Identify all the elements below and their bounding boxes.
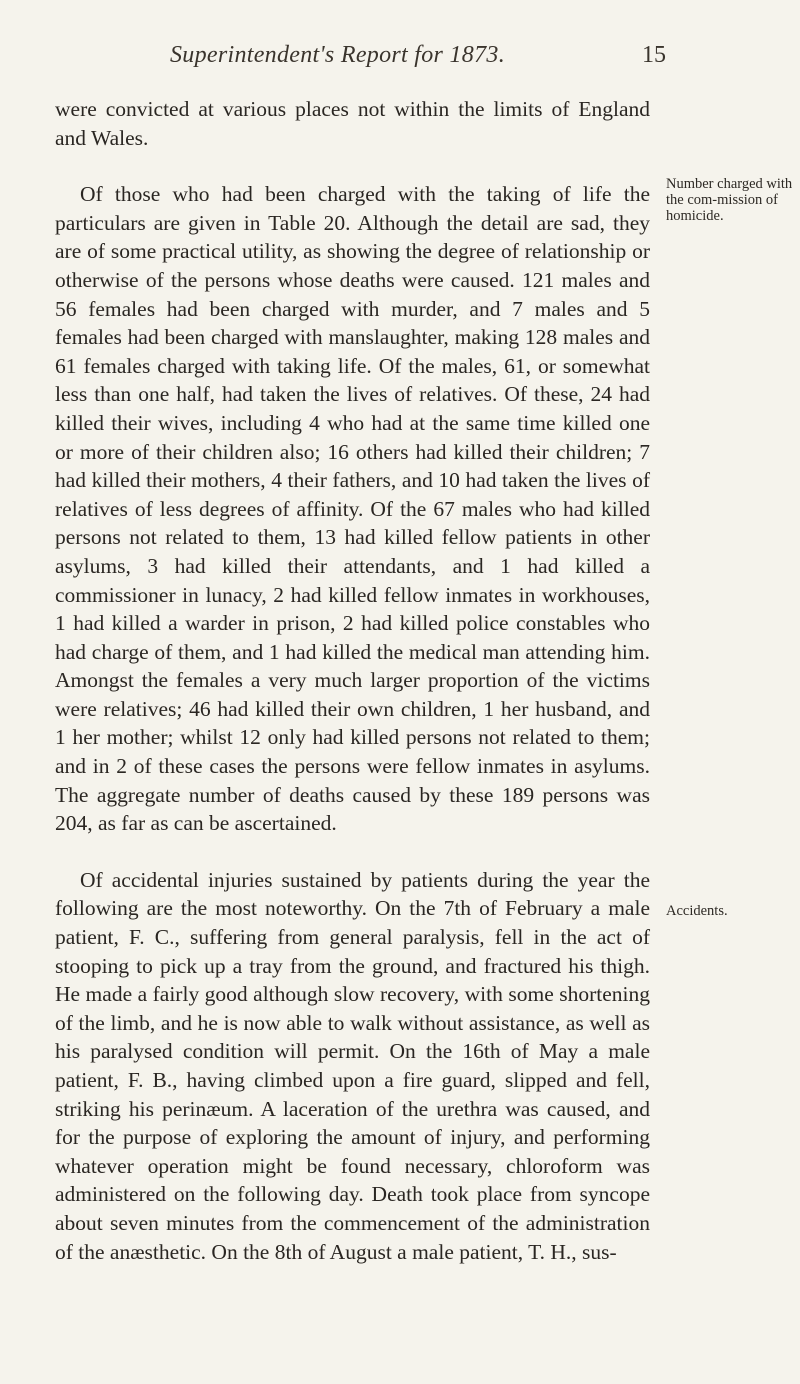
paragraph-homicide: Of those who had been charged with the taking of life the particulars are given in Table 20. Although the detail are sad, they are of some practical utility, as showing the degree of relationship or otherwise of the persons whose deaths were caused. 121 males and 56 females had been charged with murder, and 7 males and 5 females had been charged with manslaughter, making 128 males and 61 females charged with taking life. Of the males, 61, or somewhat less than one half, had taken the lives of relatives. Of these, 24 had killed their wives, including 4 who had at the same time killed one or more of their children also; 16 others had killed their children; 7 had killed their mothers, 4 their fathers, and 10 had taken the lives of relatives of less degrees of affinity. Of the 67 males who had killed persons not related to them, 13 had killed fellow patients in other asylums, 3 had killed their attendants, and 1 had killed a commissioner in lunacy, 2 had killed fellow inmates in workhouses, 1 had killed a warder in prison, 2 had killed police constables who had charge of them, and 1 had killed the medical man attending him. Amongst the females a very much larger proportion of the victims were relatives; 46 had killed their own children, 1 her husband, and 1 her mother; whilst 12 only had killed persons not related to them; and in 2 of these cases the persons were fellow inmates in asylums. The aggregate number of deaths caused by these 189 persons was 204, as far as can be ascertained. xyxy=(55,182,650,836)
running-header xyxy=(0,28,800,68)
running-title: Superintendent's Report for 1873. xyxy=(170,42,506,68)
body-text xyxy=(55,95,650,1266)
page-number: 15 xyxy=(642,42,666,68)
sidenote-homicide: Number charged with the com-mission of homicide. xyxy=(666,176,793,224)
sidenote-accidents: Accidents. xyxy=(666,903,728,919)
paragraph-continuation: were convicted at various places not within the limits of England and Wales. xyxy=(55,97,650,150)
paragraph-accidents: Of accidental injuries sustained by patients during the year the following are the most noteworthy. On the 7th of February a male patient, F. C., suffering from general paralysis, fell in the act of stooping to pick up a tray from the ground, and fractured his thigh. He made a fairly good although slow recovery, with some shortening of the limb, and he is now able to walk without assistance, as well as his paralysed condition will permit. On the 16th of May a male patient, F. B., having climbed upon a fire guard, slipped and fell, striking his perinæum. A laceration of the urethra was caused, and for the purpose of exploring the amount of injury, and performing whatever operation might be found necessary, chloroform was administered on the following day. Death took place from syncope about seven minutes from the commencement of the administration of the anæsthetic. On the 8th of August a male patient, T. H., sus- xyxy=(55,867,650,1264)
